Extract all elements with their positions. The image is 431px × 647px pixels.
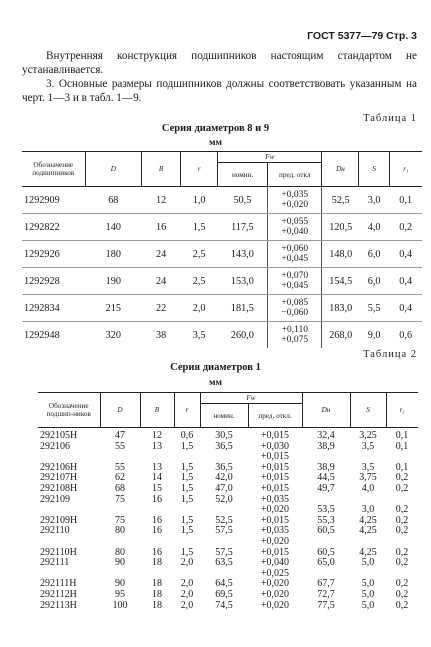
t2-line-nom: 57,5 [215, 525, 233, 537]
t2-line-Dn: 77,5 [317, 599, 335, 611]
t1-cell-r: 3,5 [192, 329, 206, 341]
t2-line-S: 3,75 [359, 472, 377, 484]
t1-cell-D: 190 [85, 268, 142, 295]
t1-dev-upper: +0,060 [281, 244, 309, 254]
t2-line-nom: 47,0 [215, 482, 233, 494]
t1-cell-nom: 260,0 [230, 329, 254, 341]
t2-line-r1: 0,2 [395, 482, 409, 494]
table1 [22, 151, 422, 348]
t2-line-D: 100 [112, 599, 128, 611]
t1-dev-lower: +0,045 [281, 281, 309, 291]
t2-line-D: 47 [115, 430, 125, 441]
t1-head-r1: r₁ [389, 152, 422, 187]
t2-line-dev: +0,030 [260, 440, 290, 452]
t1-dev-lower: +0,040 [281, 227, 309, 237]
t2-line-D: 62 [115, 472, 125, 484]
t2-line-B: 18 [152, 557, 162, 569]
t2-line-S: 4,25 [359, 514, 377, 526]
table1-label: Таблица 1 [363, 113, 417, 124]
t1-cell-B: 16 [142, 214, 181, 241]
t2-line-S: 4,0 [361, 482, 375, 494]
t2-line-dev: +0,015 [260, 451, 290, 463]
t2-line-S: 3,0 [361, 504, 375, 516]
t2-line-designation: 292107Н [40, 472, 78, 484]
t1-cell-designation: 1292948 [24, 329, 60, 341]
t1-cell-B: 12 [142, 187, 181, 214]
t1-cell-dev [268, 214, 322, 241]
t1-dev-upper: +0,055 [281, 217, 309, 227]
t1-head-nom: номин. [218, 163, 268, 187]
t2-line-dev: +0,020 [260, 578, 290, 590]
t2-line-Dn: 65,0 [317, 557, 335, 569]
t2-line-dev: +0,025 [260, 567, 290, 579]
t2-line-S: 5,0 [361, 578, 375, 590]
t1-cell-nom: 117,5 [218, 214, 268, 241]
t1-cell-r1: 0,4 [389, 268, 422, 295]
t2-col-S [350, 428, 386, 612]
t1-cell-S: 3,0 [359, 187, 389, 214]
t2-line-r: 1,5 [180, 472, 194, 484]
t1-cell-B: 38 [156, 329, 167, 341]
t1-cell-D: 180 [85, 241, 142, 268]
t2-line-r1: 0,2 [395, 578, 409, 590]
t2-line-designation: 292113Н [40, 599, 77, 611]
t1-cell-nom: 181,5 [218, 295, 268, 322]
t1-cell-r1: 0,1 [389, 187, 422, 214]
t1-dev-upper: +0,085 [281, 298, 309, 308]
t2-line-D [100, 537, 140, 548]
t2-line-designation: 292110Н [40, 546, 77, 558]
t2-line-r: 1,5 [180, 546, 194, 558]
t2-line-Dn: 38,9 [317, 440, 335, 452]
t2-line-S [350, 537, 386, 548]
t2-line-r: 1,5 [180, 440, 194, 452]
t2-line-B: 12 [152, 430, 162, 441]
t1-cell-designation: 1292834 [22, 295, 85, 322]
t2-col-r1 [386, 428, 418, 612]
table2-unit: мм [209, 378, 222, 388]
t2-line-designation: 292106 [40, 440, 70, 452]
t1-cell-nom: 143,0 [218, 241, 268, 268]
t2-col-r [174, 428, 200, 612]
t2-col-B [140, 428, 174, 612]
t2-line-r1: 0,1 [395, 461, 409, 473]
t2-line-dev: +0,020 [260, 504, 290, 516]
t2-line-r1: 0,2 [395, 472, 409, 484]
t1-cell-dev [268, 295, 322, 322]
t2-line-D: 80 [115, 525, 125, 537]
t2-col-D [100, 428, 140, 612]
t1-cell-S: 5,5 [359, 295, 389, 322]
t1-cell-Dn: 268,0 [329, 329, 353, 341]
t2-line-B: 13 [152, 440, 162, 452]
t2-line-B: 16 [152, 493, 162, 505]
t2-line-dev: +0,020 [260, 599, 290, 611]
t1-cell-dev [268, 241, 322, 268]
t2-line-r: 2,0 [180, 578, 194, 590]
t1-cell-designation: 1292909 [22, 187, 85, 214]
t1-cell-dev [268, 187, 322, 214]
t2-line-D: 80 [115, 546, 125, 558]
t1-head-Dn: Dн [322, 152, 359, 187]
t2-line-r1: 0,2 [395, 525, 409, 537]
t2-line-designation: 292108Н [40, 482, 78, 494]
t1-cell-nom: 50,5 [218, 187, 268, 214]
t1-cell-S: 6,0 [359, 241, 389, 268]
t1-cell-D: 320 [105, 329, 121, 341]
t2-line-dev: +0,035 [260, 525, 290, 537]
t2-line-D: 90 [115, 578, 125, 590]
t2-line-r1: 0,2 [395, 599, 409, 611]
t2-line-D: 55 [115, 440, 125, 452]
t2-line-Dn: 53,5 [317, 504, 335, 516]
t1-cell-dev [268, 268, 322, 295]
t1-cell-S: 4,0 [359, 214, 389, 241]
t2-line-r: 1,5 [180, 482, 194, 494]
t2-line-S: 3,5 [361, 440, 375, 452]
t2-line-r1: 0,2 [395, 557, 409, 569]
t1-head-D: D [85, 152, 142, 187]
t2-line-Dn: 72,7 [317, 588, 335, 600]
t1-cell-Dn: 52,5 [322, 187, 359, 214]
t2-line-Dn: 49,7 [317, 482, 335, 494]
t2-line-Dn: 60,5 [317, 525, 335, 537]
t2-head-S: S [350, 393, 386, 428]
t1-head-designation: Обозначение подшипников [22, 152, 85, 187]
t2-line-Dn: 38,9 [317, 461, 335, 473]
paragraph-construction: Внутренняя конструкция подшипников настоящим стандартом не устанавливается. [22, 50, 417, 76]
t2-line-Dn: 67,7 [317, 578, 335, 590]
table-row [22, 295, 422, 322]
t1-cell-nom: 153,0 [218, 268, 268, 295]
t2-line-S: 3,5 [361, 461, 375, 473]
t2-head-r: r [174, 393, 200, 428]
t1-cell-B: 22 [142, 295, 181, 322]
t2-col-nom [200, 428, 248, 612]
t2-line-B: 16 [152, 514, 162, 526]
t2-line-nom: 52,5 [215, 514, 233, 526]
t1-dev-lower: −0,060 [281, 308, 309, 318]
t2-line-r: 1,5 [180, 514, 194, 526]
t2-line-r: 2,0 [180, 599, 194, 611]
t1-head-S: S [359, 152, 389, 187]
t1-cell-r: 1,5 [181, 214, 218, 241]
t2-line-dev: +0,015 [260, 430, 290, 441]
t2-line-B: 15 [152, 482, 162, 494]
t2-line-D: 75 [115, 493, 125, 505]
table-row [22, 241, 422, 268]
t1-dev-upper: +0,035 [281, 190, 309, 200]
t2-line-designation: 292109Н [40, 514, 78, 526]
t1-cell-r: 2,0 [181, 295, 218, 322]
table-row [22, 214, 422, 241]
t1-cell-r: 1,0 [181, 187, 218, 214]
t2-line-B: 18 [152, 578, 162, 590]
t1-cell-S: 6,0 [359, 268, 389, 295]
t2-line-B: 16 [152, 525, 162, 537]
t2-line-dev: +0,015 [260, 472, 290, 484]
t1-cell-D: 140 [85, 214, 142, 241]
t1-head-B: B [142, 152, 181, 187]
t1-dev-lower: +0,020 [281, 200, 309, 210]
t2-line-r: 1,5 [180, 525, 194, 537]
t1-cell-r: 2,5 [181, 241, 218, 268]
t2-head-Dn: Dн [302, 393, 350, 428]
t2-line-B [140, 537, 174, 548]
t2-line-nom: 30,5 [215, 430, 233, 441]
t2-line-r: 2,0 [180, 588, 194, 600]
t2-head-nom: номин. [200, 404, 248, 428]
t2-line-B: 16 [152, 546, 162, 558]
t2-head-r1: r₁ [386, 393, 418, 428]
t1-head-Fw: Fw [218, 152, 322, 163]
t2-line-D: 68 [115, 482, 125, 494]
page-header: ГОСТ 5377—79 Стр. 3 [307, 30, 417, 42]
t2-line-Dn: 55,3 [317, 514, 335, 526]
t2-head-Fw: Fw [200, 393, 302, 404]
t2-line-Dn [302, 537, 350, 548]
t2-line-dev: +0,020 [260, 535, 290, 547]
t2-line-r1: 0,2 [395, 588, 409, 600]
t2-line-Dn: 60,5 [317, 546, 335, 558]
t2-line-dev: +0,015 [260, 461, 290, 473]
t2-line-r1: 0,2 [395, 514, 409, 526]
t1-cell-r1: 0,6 [399, 329, 413, 341]
t2-line-designation: 292105Н [40, 430, 78, 441]
table-row [22, 187, 422, 214]
table2 [38, 392, 418, 611]
t1-dev-upper: +0,070 [281, 271, 309, 281]
t2-line-dev: +0,020 [260, 588, 290, 600]
t2-line-r: 1,5 [180, 461, 194, 473]
paragraph-dimensions: 3. Основные размеры подшипников должны соответствовать указанным на черт. 1—3 и в табл. 1—9. [22, 78, 417, 104]
t2-line-r: 1,5 [180, 493, 194, 505]
t1-cell-Dn: 154,5 [322, 268, 359, 295]
t2-line-nom: 63,5 [215, 557, 233, 569]
t2-line-r1 [386, 537, 418, 548]
t1-cell-B: 24 [142, 268, 181, 295]
t1-cell-B: 24 [142, 241, 181, 268]
table1-title: Серия диаметров 8 и 9 [161, 123, 270, 134]
t2-line-r: 0,6 [180, 430, 194, 441]
t2-line-B: 13 [152, 461, 162, 473]
t2-line-S: 4,25 [359, 525, 377, 537]
t2-line-nom: 69,5 [215, 588, 233, 600]
t2-col-Dn [302, 428, 350, 612]
t2-line-designation: 292111Н [40, 578, 77, 590]
t2-line-D: 95 [115, 588, 125, 600]
t2-line-D: 75 [115, 514, 125, 526]
t1-cell-r: 2,5 [181, 268, 218, 295]
t2-line-designation: 292106Н [40, 461, 78, 473]
t2-line-r1: 0,1 [395, 440, 409, 452]
t2-head-D: D [100, 393, 140, 428]
t2-head-designation: Обозначение подшип-ников [38, 393, 100, 428]
t2-line-r1: 0,2 [395, 504, 409, 516]
t2-line-S: 5,0 [361, 599, 375, 611]
t1-cell-Dn: 183,0 [322, 295, 359, 322]
t2-line-nom [200, 537, 248, 548]
t2-line-nom: 74,5 [215, 599, 233, 611]
t1-cell-r1: 0,4 [389, 241, 422, 268]
table2-title: Серия диаметров 1 [170, 362, 261, 373]
t2-line-dev: +0,015 [260, 514, 290, 526]
t2-line-dev: +0,015 [260, 482, 290, 494]
t2-line-S: 3,25 [359, 430, 377, 441]
t1-cell-D: 215 [85, 295, 142, 322]
t1-dev-upper: +0,110 [281, 325, 308, 335]
t2-line-nom: 52,0 [215, 493, 233, 505]
t2-line-r [174, 537, 200, 548]
t1-cell-designation: 1292928 [22, 268, 85, 295]
t1-cell-r1: 0,4 [389, 295, 422, 322]
t2-head-dev: пред. откл. [248, 404, 302, 428]
t2-col-dev [248, 428, 302, 612]
table-row [22, 268, 422, 295]
t2-line-r: 2,0 [180, 557, 194, 569]
t2-line-nom: 64,5 [215, 578, 233, 590]
t1-cell-designation: 1292926 [22, 241, 85, 268]
t1-cell-dev [268, 322, 322, 349]
t2-line-Dn: 32,4 [317, 430, 335, 441]
t2-line-r1: 0,2 [395, 546, 409, 558]
t1-dev-lower: +0,075 [281, 335, 309, 345]
table-row [22, 322, 422, 349]
t2-line-D: 90 [115, 557, 125, 569]
t2-head-B: B [140, 393, 174, 428]
t2-line-designation: 292110 [40, 525, 70, 537]
t2-line-r1: 0,1 [395, 430, 409, 441]
t2-line-dev: +0,035 [260, 493, 290, 505]
t1-cell-r1: 0,2 [389, 214, 422, 241]
t1-dev-lower: +0,045 [281, 254, 309, 264]
t2-line-B: 14 [152, 472, 162, 484]
t2-line-B: 18 [152, 599, 162, 611]
t1-head-r: r [181, 152, 218, 187]
t1-cell-D: 68 [85, 187, 142, 214]
t2-line-Dn: 44,5 [317, 472, 335, 484]
t2-line-nom: 42,0 [215, 472, 233, 484]
t2-line-nom: 57,5 [215, 546, 233, 558]
t2-line-S: 5,0 [361, 557, 375, 569]
t1-cell-designation: 1292822 [22, 214, 85, 241]
t1-cell-Dn: 120,5 [322, 214, 359, 241]
t2-col-designation [38, 428, 100, 612]
t2-line-S: 4,25 [359, 546, 377, 558]
t2-line-dev: +0,040 [260, 557, 290, 569]
t1-cell-S: 9,0 [367, 329, 381, 341]
t1-head-dev: пред. откл [268, 163, 322, 187]
t2-line-designation [40, 537, 100, 548]
t2-line-B: 18 [152, 588, 162, 600]
t2-line-S: 5,0 [361, 588, 375, 600]
t2-line-designation: 292111 [40, 557, 70, 569]
t2-line-nom: 36,5 [215, 461, 233, 473]
t2-line-nom: 36,5 [215, 440, 233, 452]
t2-line-designation: 292109 [40, 493, 70, 505]
t2-line-dev: +0,015 [260, 546, 290, 558]
t2-line-D: 55 [115, 461, 125, 473]
table2-label: Таблица 2 [363, 349, 417, 360]
t1-cell-Dn: 148,0 [322, 241, 359, 268]
table1-unit: мм [209, 138, 222, 148]
t2-line-designation: 292112Н [40, 588, 77, 600]
